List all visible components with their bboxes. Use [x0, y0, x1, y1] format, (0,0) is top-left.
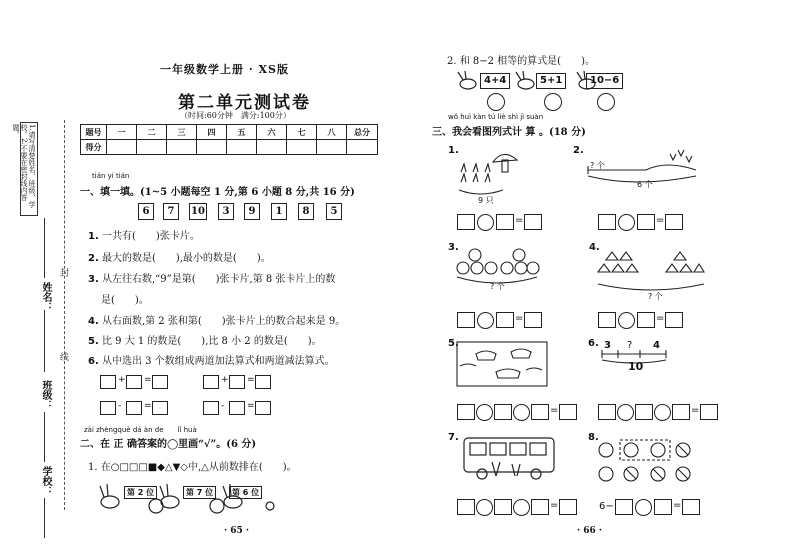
question-text: 从中选出 3 个数组成两道加法算式和两道减法算式。 — [101, 356, 335, 367]
question-text: 比 9 大 1 的数是( ),比 8 小 2 的数是( )。 — [101, 336, 322, 347]
score-input-cell[interactable] — [287, 140, 317, 155]
answer-circle[interactable] — [597, 93, 615, 111]
answer-box[interactable] — [229, 401, 245, 415]
operator-circle[interactable] — [513, 404, 530, 421]
answer-box[interactable] — [152, 375, 168, 389]
answer-box[interactable] — [665, 214, 683, 230]
segment-number: 3 — [604, 340, 611, 351]
plus-sign: + — [118, 375, 126, 385]
question-3-cont — [101, 291, 149, 306]
score-input-cell[interactable] — [257, 140, 287, 155]
problem-label-top: ? 个 — [590, 161, 605, 170]
seal-char: 线 — [60, 353, 70, 363]
answer-box[interactable] — [672, 404, 690, 420]
score-cell: 四 — [197, 125, 227, 140]
equals-sign: = — [515, 215, 524, 226]
problem-label: 6 个 — [637, 180, 653, 189]
question-6 — [88, 352, 335, 367]
equals-sign: = — [550, 500, 559, 511]
section1-title: 一、填一填。(1~5 小题每空 1 分,第 6 小题 8 分,共 16 分) — [80, 187, 355, 198]
number-card: 9 — [244, 203, 260, 220]
name-line-lower — [44, 310, 45, 372]
bus-illustration — [462, 436, 558, 484]
rabbits-mushroom-illustration — [455, 148, 530, 200]
problem-number: 8. — [588, 432, 599, 443]
question-number: 1. — [88, 231, 99, 242]
problem-label: ? 个 — [648, 292, 663, 301]
equals-sign: = — [144, 375, 152, 385]
answer-circle[interactable] — [487, 93, 505, 111]
equals-sign: = — [656, 215, 665, 226]
answer-box[interactable] — [700, 404, 718, 420]
operator-circle[interactable] — [654, 404, 671, 421]
operator-circle[interactable] — [476, 404, 493, 421]
choice-sign-2: 第 7 位 — [183, 486, 216, 499]
section3-title: 三、我会看图列式计 算 。(18 分) — [432, 127, 586, 138]
equals-sign: = — [673, 500, 682, 511]
question-number: 6. — [88, 356, 99, 367]
number-card: 6 — [138, 203, 154, 220]
operator-circle[interactable] — [477, 312, 494, 329]
score-cell: 得分 — [81, 140, 107, 155]
equals-sign: = — [144, 401, 152, 411]
answer-box[interactable] — [457, 404, 475, 420]
segment-number: 4 — [653, 340, 660, 351]
equals-sign: = — [656, 313, 665, 324]
operator-circle[interactable] — [635, 499, 652, 516]
question-number: 3. — [88, 274, 99, 285]
page-title: 第二单元测试卷 — [178, 93, 311, 113]
circles-crossed-illustration — [598, 438, 708, 490]
answer-box[interactable] — [524, 214, 542, 230]
answer-box[interactable] — [457, 214, 475, 230]
equals-sign: = — [247, 401, 255, 411]
question-text: 最大的数是( ),最小的数是( )。 — [101, 253, 271, 264]
question-text: 从右面数,第 2 张和第( )张卡片上的数合起来是 9。 — [101, 316, 346, 327]
score-cell: 五 — [227, 125, 257, 140]
operator-circle[interactable] — [617, 404, 634, 421]
question-number: 2. — [88, 253, 99, 264]
answer-box[interactable] — [494, 499, 512, 515]
segment-total: 10 — [628, 360, 644, 373]
operator-circle[interactable] — [513, 499, 530, 516]
section1-pinyin: tián yi tián — [92, 172, 130, 180]
answer-box[interactable] — [152, 401, 168, 415]
answer-box[interactable] — [637, 312, 655, 328]
score-table-score-row — [81, 140, 378, 155]
score-input-cell[interactable] — [137, 140, 167, 155]
answer-box[interactable] — [203, 375, 219, 389]
answer-box[interactable] — [203, 401, 219, 415]
time-score-info: （时间:60分钟 满分:100分） — [180, 111, 291, 120]
answer-box[interactable] — [531, 404, 549, 420]
grade-label: 一年级数学上册 · XS版 — [160, 63, 289, 76]
answer-box[interactable] — [559, 404, 577, 420]
choice-sign-1: 第 2 位 — [124, 486, 157, 499]
question-1 — [88, 227, 200, 242]
equation-prefix: 6− — [599, 501, 614, 512]
equals-sign: = — [691, 405, 700, 416]
equals-sign: = — [515, 313, 524, 324]
question-number: 5. — [88, 336, 99, 347]
answer-box[interactable] — [255, 401, 271, 415]
section2-title: 二、在 正 确答案的◯里画“√”。(6 分) — [80, 439, 257, 450]
answer-box[interactable] — [255, 375, 271, 389]
number-card: 1 — [271, 203, 287, 220]
school-label: 学校： — [40, 466, 51, 496]
problem-label: 9 只 — [478, 196, 494, 205]
score-cell: 题号 — [81, 125, 107, 140]
question-number: 4. — [88, 316, 99, 327]
answer-box[interactable] — [598, 312, 616, 328]
q2-choice-sign: 5+1 — [536, 73, 566, 89]
answer-box[interactable] — [229, 375, 245, 389]
answer-circle[interactable] — [544, 93, 562, 111]
name-label: 姓名： — [40, 282, 51, 312]
boats-on-water-illustration — [456, 340, 548, 388]
answer-box[interactable] — [494, 404, 512, 420]
answer-box[interactable] — [457, 312, 475, 328]
answer-box[interactable] — [654, 499, 672, 515]
score-input-cell[interactable] — [347, 140, 378, 155]
number-card: 7 — [163, 203, 179, 220]
answer-box[interactable] — [559, 499, 577, 515]
section2-question-2: 2. 和 8−2 相等的算式是( )。 — [447, 56, 595, 67]
answer-box[interactable] — [598, 404, 616, 420]
answer-box[interactable] — [496, 214, 514, 230]
score-input-cell[interactable] — [317, 140, 347, 155]
question-text: 一共有( )张卡片。 — [101, 231, 200, 242]
answer-box[interactable] — [100, 401, 116, 415]
answer-box[interactable] — [615, 499, 633, 515]
class-label: 班级： — [40, 380, 51, 410]
school-line — [44, 498, 45, 538]
question-text: 是( )。 — [101, 295, 149, 306]
answer-box[interactable] — [496, 312, 514, 328]
notice-box: 1.请写清楚姓名、班级、学校。2.不要在密封线内答题。 — [20, 122, 38, 216]
answer-box[interactable] — [637, 214, 655, 230]
score-table — [80, 124, 378, 155]
score-input-cell[interactable] — [227, 140, 257, 155]
answer-box[interactable] — [524, 312, 542, 328]
score-cell: 总分 — [347, 125, 378, 140]
question-5 — [88, 332, 322, 347]
score-input-cell[interactable] — [107, 140, 137, 155]
score-cell: 八 — [317, 125, 347, 140]
choice-sign-3: 第 6 位 — [229, 486, 262, 499]
question-2 — [88, 249, 271, 264]
problem-number: 2. — [573, 145, 584, 156]
equals-sign: = — [550, 405, 559, 416]
problem-number: 7. — [448, 432, 459, 443]
seal-dashed-line — [64, 120, 65, 510]
q2-choice-sign: 10−6 — [586, 73, 623, 89]
equals-sign: = — [247, 375, 255, 385]
score-cell: 七 — [287, 125, 317, 140]
operator-circle[interactable] — [477, 214, 494, 231]
question-3 — [88, 270, 335, 285]
problem-number: 1. — [448, 145, 459, 156]
answer-box[interactable] — [100, 375, 116, 389]
answer-box[interactable] — [457, 499, 475, 515]
number-card: 10 — [189, 203, 207, 220]
question-4 — [88, 312, 345, 327]
class-line — [44, 412, 45, 462]
score-cell: 一 — [107, 125, 137, 140]
minus-sign: - — [118, 401, 122, 411]
answer-box[interactable] — [531, 499, 549, 515]
section2-pinyin: zài zhèngquè dá àn de lǐ huà — [84, 426, 197, 434]
operator-circle[interactable] — [618, 214, 635, 231]
q2-choice-sign: 4+4 — [480, 73, 510, 89]
score-input-cell[interactable] — [197, 140, 227, 155]
answer-box[interactable] — [598, 214, 616, 230]
section2-question-1: 1. 在○□□□■◆△▼◇中,△从前数排在( )。 — [88, 462, 297, 473]
number-card: 5 — [326, 203, 342, 220]
answer-box[interactable] — [126, 401, 142, 415]
page-number-right: · 66 · — [577, 526, 603, 536]
operator-circle[interactable] — [476, 499, 493, 516]
score-input-cell[interactable] — [167, 140, 197, 155]
operator-circle[interactable] — [618, 312, 635, 329]
plus-sign: + — [221, 375, 229, 385]
number-card: 3 — [218, 203, 234, 220]
minus-sign: - — [221, 401, 225, 411]
question-text: 从左往右数,“9”是第( )张卡片,第 8 张卡片上的数 — [101, 274, 336, 285]
answer-box[interactable] — [126, 375, 142, 389]
section3-pinyin: wǒ huì kàn tú liè shì jì suàn — [448, 113, 544, 121]
page-number-left: · 65 · — [224, 526, 250, 536]
seal-char: 封 — [60, 269, 70, 279]
number-card: 8 — [298, 203, 314, 220]
score-cell: 六 — [257, 125, 287, 140]
problem-number: 6. — [588, 338, 599, 349]
score-cell: 二 — [137, 125, 167, 140]
score-cell: 三 — [167, 125, 197, 140]
problem-number: 5. — [448, 338, 459, 349]
answer-box[interactable] — [682, 499, 700, 515]
answer-box[interactable] — [635, 404, 653, 420]
name-line — [44, 218, 45, 278]
problem-number: 4. — [589, 242, 600, 253]
problem-label: ? 个 — [490, 282, 505, 291]
problem-number: 3. — [448, 242, 459, 253]
score-table-header-row — [81, 125, 378, 140]
answer-box[interactable] — [665, 312, 683, 328]
segment-unknown: ? — [627, 340, 633, 351]
